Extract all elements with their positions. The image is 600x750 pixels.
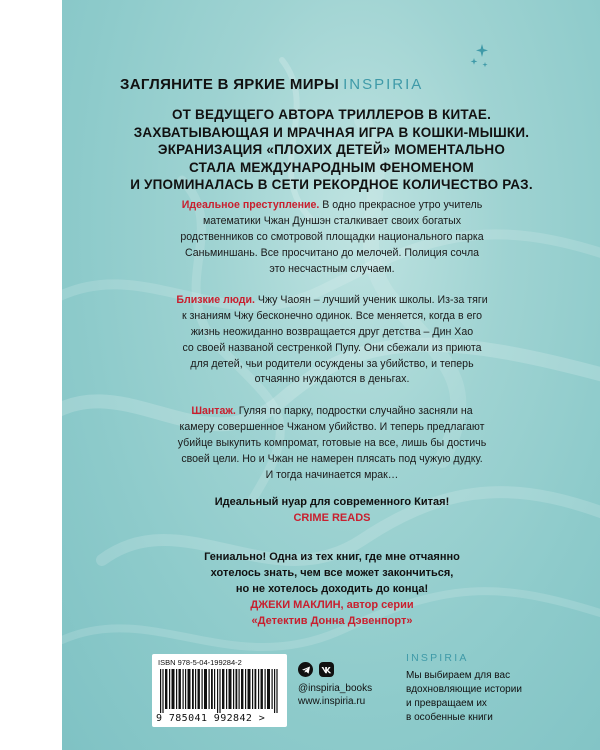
social-icons: [298, 662, 398, 677]
review-quote-crime-reads: [102, 495, 562, 527]
synopsis-blackmail: [102, 404, 562, 483]
publisher-blurb-line: Мы выбираем для вас: [406, 670, 511, 681]
synopsis-text: В одно прекрасное утро учитель: [319, 199, 483, 211]
synopsis-text: Гуляя по парку, подростки случайно засняли на: [235, 405, 473, 417]
synopsis-line: камеру совершенное Чжаном убийство. И теперь предлагают: [179, 420, 485, 433]
publisher-brand: INSPIRIA: [406, 652, 469, 664]
synopsis-line: отчаянно нуждаются в деньгах.: [254, 373, 410, 386]
review-source: ДЖЕКИ МАКЛИН, автор серии: [250, 598, 414, 611]
tagline-line: ОТ ВЕДУЩЕГО АВТОРА ТРИЛЛЕРОВ В КИТАЕ.: [171, 107, 492, 122]
telegram-icon[interactable]: [298, 662, 313, 677]
synopsis-crime: [102, 198, 562, 277]
synopsis-line: математики Чжан Дуншэн сталкивает своих богатых: [202, 214, 462, 227]
vk-icon[interactable]: [319, 662, 334, 677]
back-cover: [62, 0, 600, 750]
synopsis-line: жизнь неожиданно возвращается друг детства – Дин Хао: [190, 325, 474, 338]
review-text: хотелось знать, чем все может закончиться,: [210, 566, 454, 579]
social-handle[interactable]: @inspiria_books: [298, 683, 373, 694]
synopsis-line: своей цели. Но и Чжан не намерен плясать под чужую дудку.: [181, 452, 483, 465]
synopsis-line: для детей, чьи родители осуждены за убийство, и теперь: [190, 357, 474, 370]
synopsis-lead: Шантаж.: [191, 405, 236, 417]
publisher-blurb: [406, 669, 556, 725]
series-header: [120, 76, 423, 93]
review-source: «Детектив Донна Дэвенпорт»: [251, 614, 413, 627]
publisher-blurb-line: и превращаем их: [406, 698, 487, 709]
synopsis-line: убийце выкупить компромат, готовые на все, лишь бы достичь: [177, 436, 487, 449]
tagline: [114, 106, 549, 194]
tagline-line: ЗАХВАТЫВАЮЩАЯ И МРАЧНАЯ ИГРА В КОШКИ-МЫШКИ.: [133, 124, 530, 140]
synopsis-line: Саньминшань. Все просчитано до мелочей. Полиция сочла: [184, 246, 480, 259]
synopsis-lead: Близкие люди.: [176, 294, 255, 306]
review-text: Гениально! Одна из тех книг, где мне отчаянно: [204, 551, 460, 563]
barcode-box: [152, 654, 287, 727]
tagline-line: СТАЛА МЕЖДУНАРОДНЫМ ФЕНОМЕНОМ: [189, 159, 474, 175]
barcode-digits: 9 785041 992842 >: [156, 713, 266, 724]
publisher-blurb-line: вдохновляющие истории: [406, 684, 522, 695]
synopsis-line: к знаниям Чжу бесконечно одинок. Все меняется, когда в его: [181, 309, 482, 322]
publisher-block: [406, 652, 556, 725]
series-brand: INSPIRIA: [343, 76, 424, 93]
synopsis-lead: Идеальное преступление.: [181, 199, 320, 211]
synopsis-line: это несчастным случаем.: [269, 262, 395, 275]
review-text: но не хотелось доходить до конца!: [235, 582, 429, 595]
publisher-blurb-line: в особенные книги: [406, 712, 493, 723]
synopsis-line: И тогда начинается мрак…: [265, 468, 399, 481]
synopsis-line: со своей названой сестренкой Пупу. Они сбежали из приюта: [182, 341, 482, 354]
tagline-line: ЭКРАНИЗАЦИЯ «ПЛОХИХ ДЕТЕЙ» МОМЕНТАЛЬНО: [157, 142, 506, 158]
synopsis-text: Чжу Чаоян – лучший ученик школы. Из-за тяги: [254, 294, 488, 306]
synopsis-close-people: [102, 293, 562, 388]
review-quote-mcclean: [102, 550, 562, 630]
sparkle-icon: [470, 44, 492, 70]
review-text: Идеальный нуар для современного Китая!: [214, 496, 450, 508]
website-link[interactable]: www.inspiria.ru: [298, 696, 366, 707]
synopsis-line: родственников со смотровой площадки национального парка: [180, 230, 484, 243]
social-block: [298, 662, 398, 707]
tagline-line: И УПОМИНАЛАСЬ В СЕТИ РЕКОРДНОЕ КОЛИЧЕСТВО РАЗ.: [130, 177, 533, 193]
review-source: CRIME READS: [293, 511, 371, 524]
barcode-image: [160, 669, 278, 713]
isbn-text: ISBN 978-5-04-199284-2: [158, 658, 242, 667]
series-header-text: ЗАГЛЯНИТЕ В ЯРКИЕ МИРЫ: [120, 76, 340, 93]
